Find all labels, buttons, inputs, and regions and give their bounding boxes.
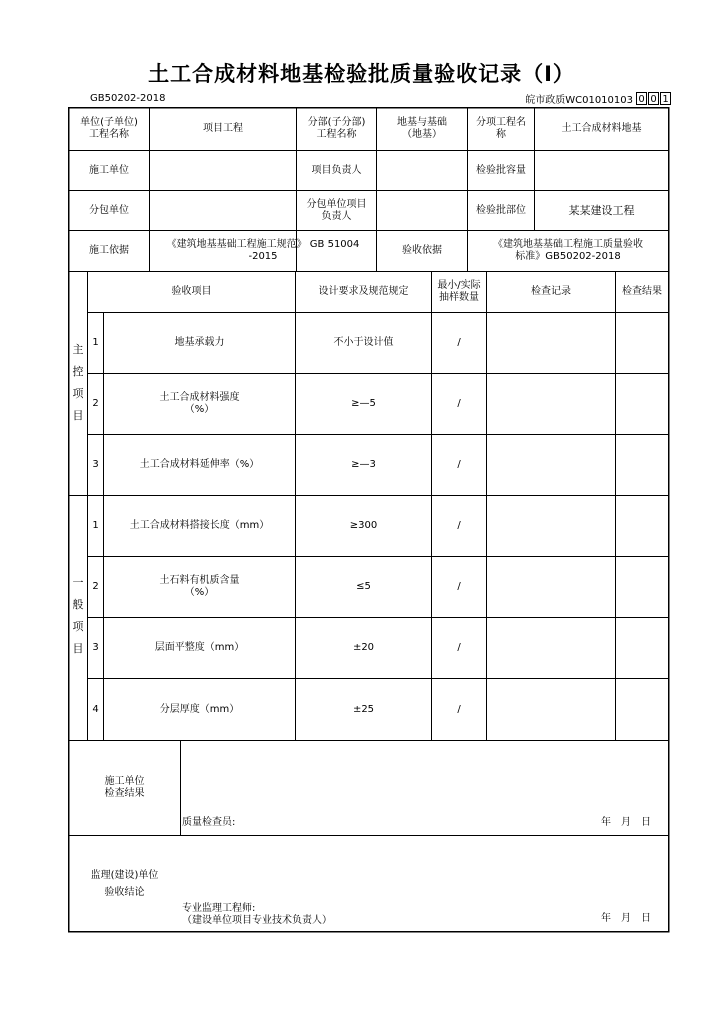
row-record[interactable] bbox=[487, 557, 615, 617]
row-requirement: ≥300 bbox=[349, 520, 378, 531]
row-sample[interactable]: / bbox=[457, 642, 461, 653]
row-no: 2 bbox=[92, 398, 99, 409]
row-record[interactable] bbox=[487, 618, 615, 678]
row-no: 2 bbox=[92, 581, 99, 592]
subitem-value[interactable]: 土工合成材料地基 bbox=[561, 123, 642, 134]
subcontractor-value[interactable] bbox=[150, 191, 296, 230]
col-result: 检查结果 bbox=[622, 286, 662, 297]
quality-inspector-label: 质量检查员: bbox=[182, 817, 236, 828]
row-requirement: ≥—3 bbox=[351, 459, 376, 470]
row-record[interactable] bbox=[487, 435, 615, 495]
col-record: 检查记录 bbox=[531, 286, 571, 297]
row-no: 1 bbox=[92, 337, 99, 348]
construction-basis-value[interactable]: 《建筑地基基础工程施工规范》 GB 51004 -2015 bbox=[166, 239, 360, 262]
row-no: 1 bbox=[92, 520, 99, 531]
col-sample: 最小/实际 抽样数量 bbox=[437, 280, 481, 303]
unit-project-label: 单位(子单位) 工程名称 bbox=[80, 117, 138, 140]
sub-manager-label: 分包单位项目 负责人 bbox=[306, 198, 367, 222]
row-no: 4 bbox=[92, 703, 99, 715]
row-requirement: 不小于设计值 bbox=[333, 337, 394, 348]
constructor-value[interactable] bbox=[150, 151, 296, 190]
row-item: 土工合成材料延伸率（%） bbox=[139, 459, 260, 470]
row-result[interactable] bbox=[616, 618, 668, 678]
serial-box[interactable]: 0 bbox=[636, 92, 647, 105]
row-result[interactable] bbox=[616, 557, 668, 617]
col-item: 验收项目 bbox=[171, 286, 212, 297]
batch-capacity-label: 检验批容量 bbox=[476, 164, 526, 176]
row-item: 地基承载力 bbox=[174, 337, 225, 348]
general-label: 一 般 项 目 bbox=[72, 576, 84, 655]
row-no: 3 bbox=[92, 642, 99, 653]
serial-box[interactable]: 0 bbox=[648, 92, 659, 105]
row-result[interactable] bbox=[616, 435, 668, 495]
row-item: 土工合成材料搭接长度（mm） bbox=[129, 520, 270, 531]
row-result[interactable] bbox=[616, 374, 668, 434]
row-requirement: ±25 bbox=[352, 703, 375, 715]
row-sample[interactable]: / bbox=[457, 459, 461, 470]
project-manager-label: 项目负责人 bbox=[311, 164, 362, 176]
supervision-engineer-label: 专业监理工程师: （建设单位项目专业技术负责人） bbox=[182, 903, 332, 926]
supervision-label: 监理(建设)单位 验收结论 bbox=[90, 869, 159, 898]
row-record[interactable] bbox=[487, 679, 615, 740]
row-item: 土工合成材料强度 （%） bbox=[159, 392, 240, 415]
batch-location-label: 检验批部位 bbox=[476, 204, 526, 216]
row-requirement: ≤5 bbox=[356, 581, 371, 592]
division-value[interactable]: 地基与基础 （地基） bbox=[397, 117, 447, 140]
row-result[interactable] bbox=[616, 313, 668, 373]
row-record[interactable] bbox=[487, 496, 615, 556]
row-no: 3 bbox=[92, 459, 99, 470]
row-requirement: ≥—5 bbox=[351, 398, 376, 409]
construction-check-date[interactable]: 年 月 日 bbox=[601, 817, 651, 828]
subcontractor-label: 分包单位 bbox=[89, 204, 129, 216]
batch-capacity-value[interactable] bbox=[535, 151, 668, 190]
row-record[interactable] bbox=[487, 313, 615, 373]
form-code: 皖市政质WC01010103 bbox=[525, 95, 633, 106]
main-control-label: 主 控 项 目 bbox=[72, 343, 84, 422]
division-label: 分部(子分部) 工程名称 bbox=[307, 117, 366, 140]
batch-location-value[interactable]: 某某建设工程 bbox=[568, 203, 635, 217]
construction-check-content[interactable] bbox=[181, 741, 668, 811]
row-item: 层面平整度（mm） bbox=[154, 642, 245, 653]
row-result[interactable] bbox=[616, 496, 668, 556]
serial-box[interactable]: 1 bbox=[660, 92, 671, 105]
row-item: 分层厚度（mm） bbox=[159, 703, 240, 715]
row-item: 土石料有机质含量 （%） bbox=[159, 575, 240, 598]
row-record[interactable] bbox=[487, 374, 615, 434]
acceptance-basis-label: 验收依据 bbox=[402, 245, 442, 256]
constructor-label: 施工单位 bbox=[89, 164, 129, 176]
project-manager-value[interactable] bbox=[377, 151, 467, 190]
row-sample[interactable]: / bbox=[457, 520, 461, 531]
acceptance-basis-value[interactable]: 《建筑地基基础工程施工质量验收 标准》GB50202-2018 bbox=[493, 239, 643, 262]
supervision-date[interactable]: 年 月 日 bbox=[601, 913, 651, 924]
row-sample[interactable]: / bbox=[457, 581, 461, 592]
construction-check-label: 施工单位 检查结果 bbox=[104, 776, 145, 799]
row-result[interactable] bbox=[616, 679, 668, 740]
row-sample[interactable]: / bbox=[457, 337, 461, 348]
row-requirement: ±20 bbox=[352, 642, 375, 653]
col-requirement: 设计要求及规范规定 bbox=[318, 286, 409, 297]
sub-manager-value[interactable] bbox=[377, 191, 467, 230]
row-sample[interactable]: / bbox=[457, 703, 461, 715]
construction-basis-label: 施工依据 bbox=[89, 245, 129, 256]
subitem-label: 分项工程名 称 bbox=[476, 117, 526, 140]
standard-code: GB50202-2018 bbox=[90, 93, 166, 104]
page-title: 土工合成材料地基检验批质量验收记录（Ⅰ） bbox=[148, 62, 575, 86]
row-sample[interactable]: / bbox=[457, 398, 461, 409]
unit-project-value[interactable]: 项目工程 bbox=[203, 123, 243, 134]
